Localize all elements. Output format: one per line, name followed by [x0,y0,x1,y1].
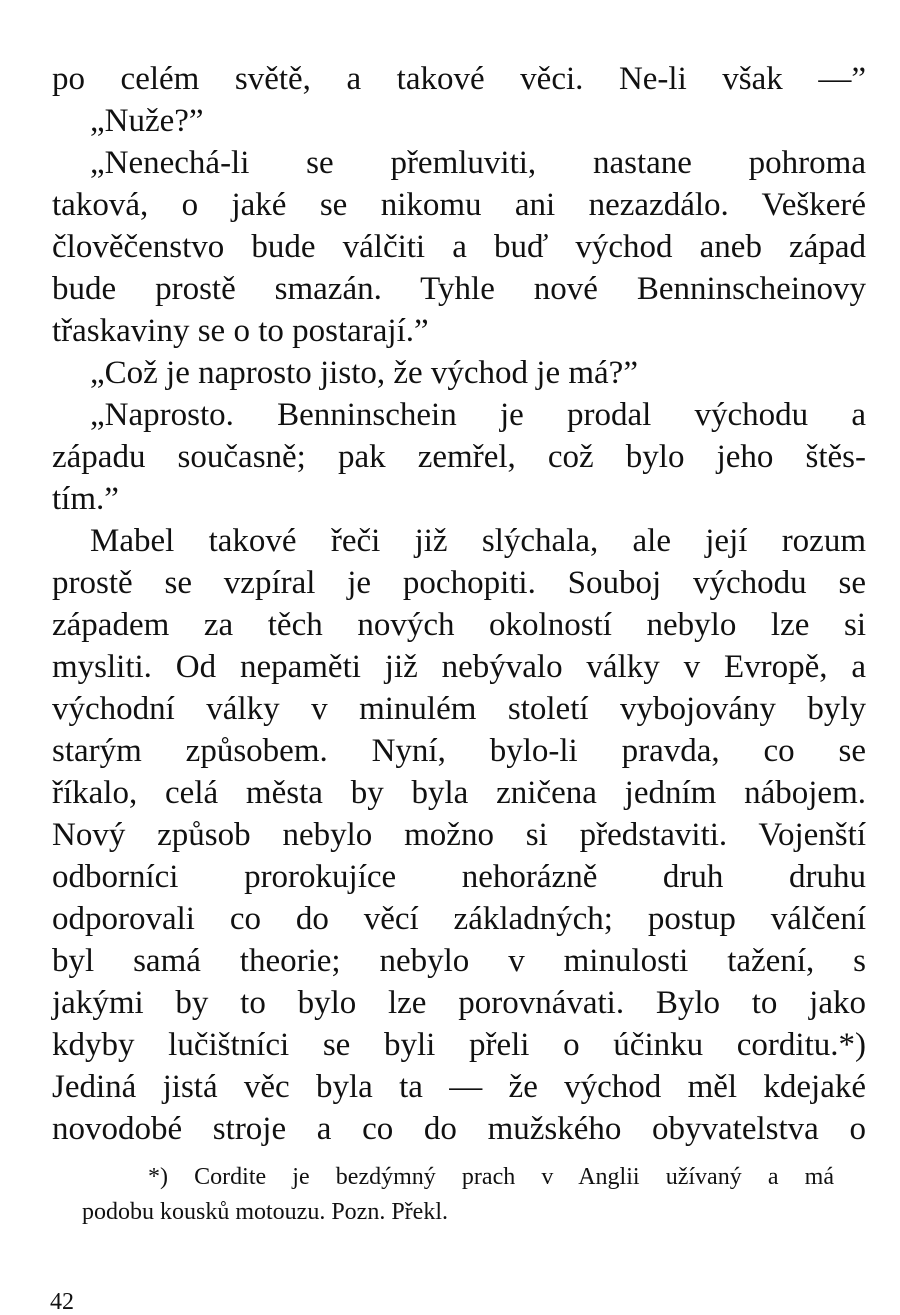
footnote [82,1160,834,1230]
text-line: třaskaviny se o to postarají.” [52,313,429,349]
text-line: „Nuže?” [90,103,204,139]
text-line: říkalo, celá města by byla zničena jedním nábojem. [52,775,866,811]
text-line: po celém světě, a takové věci. Ne-li však —” [52,61,866,97]
text-line: Jediná jistá věc byla ta — že východ měl kdejaké [52,1069,866,1105]
text-line: západu současně; pak zemřel, což bylo jeho štěs- [52,439,866,475]
text-line: člověčenstvo bude válčiti a buď východ aneb západ [52,229,866,265]
text-line: starým způsobem. Nyní, bylo-li pravda, co se [52,733,866,769]
text-line: „Naprosto. Benninschein je prodal východu a [90,397,866,433]
footnote-line: podobu kousků motouzu. Pozn. Překl. [82,1199,448,1225]
text-line: Mabel takové řeči již slýchala, ale její rozum [90,523,866,559]
text-line: mysliti. Od nepaměti již nebývalo války v Evropě, a [52,649,866,685]
text-line: bude prostě smazán. Tyhle nové Benninscheinovy [52,271,866,307]
text-line: jakými by to bylo lze porovnávati. Bylo to jako [52,985,866,1021]
page-number: 42 [50,1289,74,1315]
text-line: novodobé stroje a co do mužského obyvatelstva o [52,1111,866,1147]
text-line: „Což je naprosto jisto, že východ je má?” [90,355,638,391]
text-line: západem za těch nových okolností nebylo lze si [52,607,866,643]
text-line: odborníci prorokujíce nehorázně druh druhu [52,859,866,895]
text-line: byl samá theorie; nebylo v minulosti tažení, s [52,943,866,979]
text-line: kdyby lučištníci se byli přeli o účinku corditu.*) [52,1027,866,1063]
text-line: odporovali co do věcí základných; postup válčení [52,901,866,937]
text-line: „Nenechá-li se přemluviti, nastane pohroma [90,145,866,181]
text-line: Nový způsob nebylo možno si představiti. Vojenští [52,817,866,853]
text-line: tím.” [52,481,119,517]
page-body [52,58,866,1150]
text-line: prostě se vzpíral je pochopiti. Souboj východu se [52,565,866,601]
text-line: východní války v minulém století vybojovány byly [52,691,866,727]
footnote-line: *) Cordite je bezdýmný prach v Anglii užívaný a má [148,1164,834,1190]
text-line: taková, o jaké se nikomu ani nezazdálo. Veškeré [52,187,866,223]
